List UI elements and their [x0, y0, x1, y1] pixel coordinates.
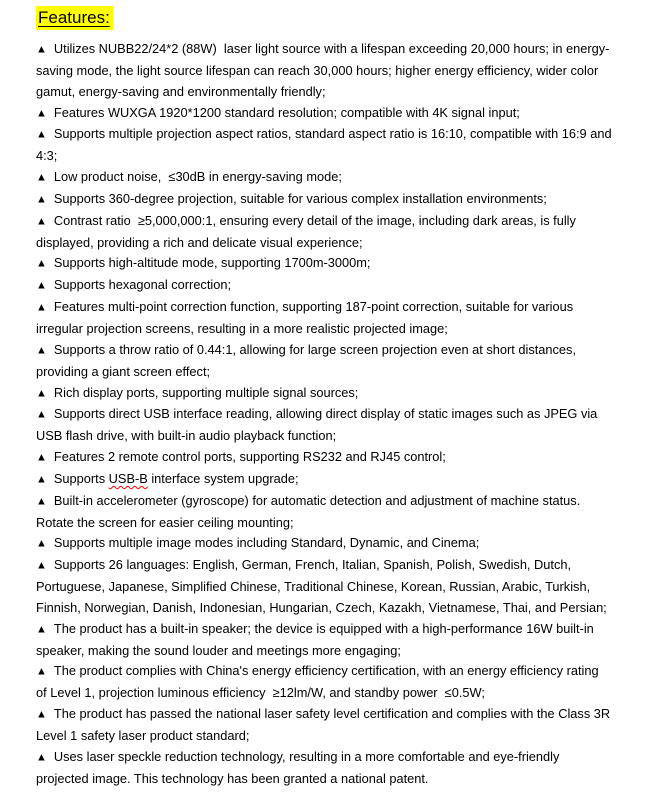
feature-item	[36, 39, 612, 103]
feature-item	[36, 447, 612, 469]
triangle-bullet-icon: ▲	[36, 537, 47, 550]
triangle-bullet-icon: ▲	[36, 344, 47, 357]
feature-text: Supports multiple image modes including Standard, Dynamic, and Cinema;	[53, 535, 480, 551]
feature-text: Utilizes NUBB22/24*2 (88W) laser light source with a lifespan exceeding 20,000 hours; in energy-saving mode, the light source lifespan can reach 30,000 hours; higher energy efficiency, wider color gamut, energy-saving and environmentally friendly;	[36, 41, 610, 99]
triangle-bullet-icon: ▲	[36, 107, 47, 120]
feature-item	[36, 124, 616, 167]
triangle-bullet-icon: ▲	[36, 257, 47, 270]
feature-text: Supports direct USB interface reading, allowing direct display of static images such as JPEG via USB flash drive, with built-in audio playback function;	[36, 406, 601, 444]
triangle-bullet-icon: ▲	[36, 128, 47, 141]
feature-text: Features WUXGA 1920*1200 standard resolution; compatible with 4K signal input;	[53, 104, 520, 120]
feature-text: Uses laser speckle reduction technology, resulting in a more comfortable and eye-friendly projected image. This technology has been granted a national patent.	[36, 748, 563, 786]
triangle-bullet-icon: ▲	[36, 279, 47, 292]
triangle-bullet-icon: ▲	[36, 623, 47, 636]
feature-item	[36, 619, 612, 662]
triangle-bullet-icon: ▲	[36, 665, 47, 678]
triangle-bullet-icon: ▲	[36, 171, 47, 184]
feature-item	[36, 533, 612, 555]
triangle-bullet-icon: ▲	[36, 215, 47, 228]
feature-text: The product has a built-in speaker; the device is equipped with a high-performance 16W built-in speaker, making the sound louder and meetings more engaging;	[36, 620, 598, 658]
feature-text: Supports hexagonal correction;	[53, 277, 232, 293]
feature-text: Contrast ratio ≥5,000,000:1, ensuring every detail of the image, including dark areas, is fully displayed, providing a rich and delicate visual experience;	[36, 212, 580, 250]
feature-item	[36, 340, 612, 383]
feature-item	[36, 103, 612, 125]
feature-item	[36, 747, 612, 790]
feature-item	[36, 661, 612, 704]
feature-text: Supports multiple projection aspect ratios, standard aspect ratio is 16:10, compatible with 16:9 and 4:3;	[36, 126, 616, 164]
feature-text: Supports a throw ratio of 0.44:1, allowing for large screen projection even at short distances, providing a giant screen effect;	[36, 341, 580, 379]
feature-text: Low product noise, ≤30dB in energy-saving mode;	[53, 169, 342, 185]
feature-item	[36, 189, 612, 211]
feature-item	[36, 383, 612, 405]
feature-item	[36, 469, 612, 491]
feature-text: Features multi-point correction function, supporting 187-point correction, suitable for various irregular projection screens, resulting in a more realistic projected image;	[36, 299, 577, 336]
feature-item	[36, 275, 612, 297]
features-list	[36, 39, 616, 790]
triangle-bullet-icon: ▲	[36, 301, 47, 314]
triangle-bullet-icon: ▲	[36, 559, 47, 572]
feature-text: Features 2 remote control ports, supporting RS232 and RJ45 control;	[53, 449, 446, 465]
triangle-bullet-icon: ▲	[36, 495, 47, 508]
spellcheck-squiggle-word: USB-B	[108, 470, 148, 486]
feature-item	[36, 491, 612, 534]
feature-item	[36, 211, 612, 254]
feature-text: Supports USB-B interface system upgrade;	[53, 470, 299, 486]
feature-item	[36, 167, 612, 189]
triangle-bullet-icon: ▲	[36, 751, 47, 764]
feature-text: The product complies with China's energy efficiency certification, with an energy efficiency rating of Level 1, projection luminous efficiency ≥12lm/W, and standby power ≤0.5W;	[36, 663, 603, 701]
highlighted-heading-text: Features:	[36, 6, 113, 30]
triangle-bullet-icon: ▲	[36, 708, 47, 721]
feature-text: Supports 360-degree projection, suitable for various complex installation environments;	[53, 190, 547, 206]
triangle-bullet-icon: ▲	[36, 408, 47, 421]
feature-item	[36, 704, 612, 747]
feature-text: Built-in accelerometer (gyroscope) for automatic detection and adjustment of machine status. Rotate the screen for easier ceiling mounting;	[36, 492, 584, 530]
triangle-bullet-icon: ▲	[36, 451, 47, 464]
feature-text: Supports high-altitude mode, supporting 1700m-3000m;	[53, 255, 371, 271]
feature-text: The product has passed the national laser safety level certification and complies with the Class 3R Level 1 safety laser product standard;	[36, 706, 614, 743]
feature-text: Supports 26 languages: English, German, French, Italian, Spanish, Polish, Swedish, Dutch, Portuguese, Japanese, Simplified Chinese, Traditional Chinese, Korean, Russian, Arabic, Turkish, Finnish, Norwegian, Danish, Indonesian, Hungarian, Czech, Kazakh, Vietnamese, Thai, and Persian;	[36, 557, 607, 615]
page-title	[36, 6, 612, 30]
triangle-bullet-icon: ▲	[36, 473, 47, 486]
feature-item	[36, 253, 612, 275]
triangle-bullet-icon: ▲	[36, 43, 47, 56]
feature-text: Rich display ports, supporting multiple signal sources;	[53, 384, 359, 400]
feature-item	[36, 555, 612, 619]
feature-item	[36, 297, 612, 340]
triangle-bullet-icon: ▲	[36, 193, 47, 206]
triangle-bullet-icon: ▲	[36, 387, 47, 399]
feature-item	[36, 404, 612, 447]
